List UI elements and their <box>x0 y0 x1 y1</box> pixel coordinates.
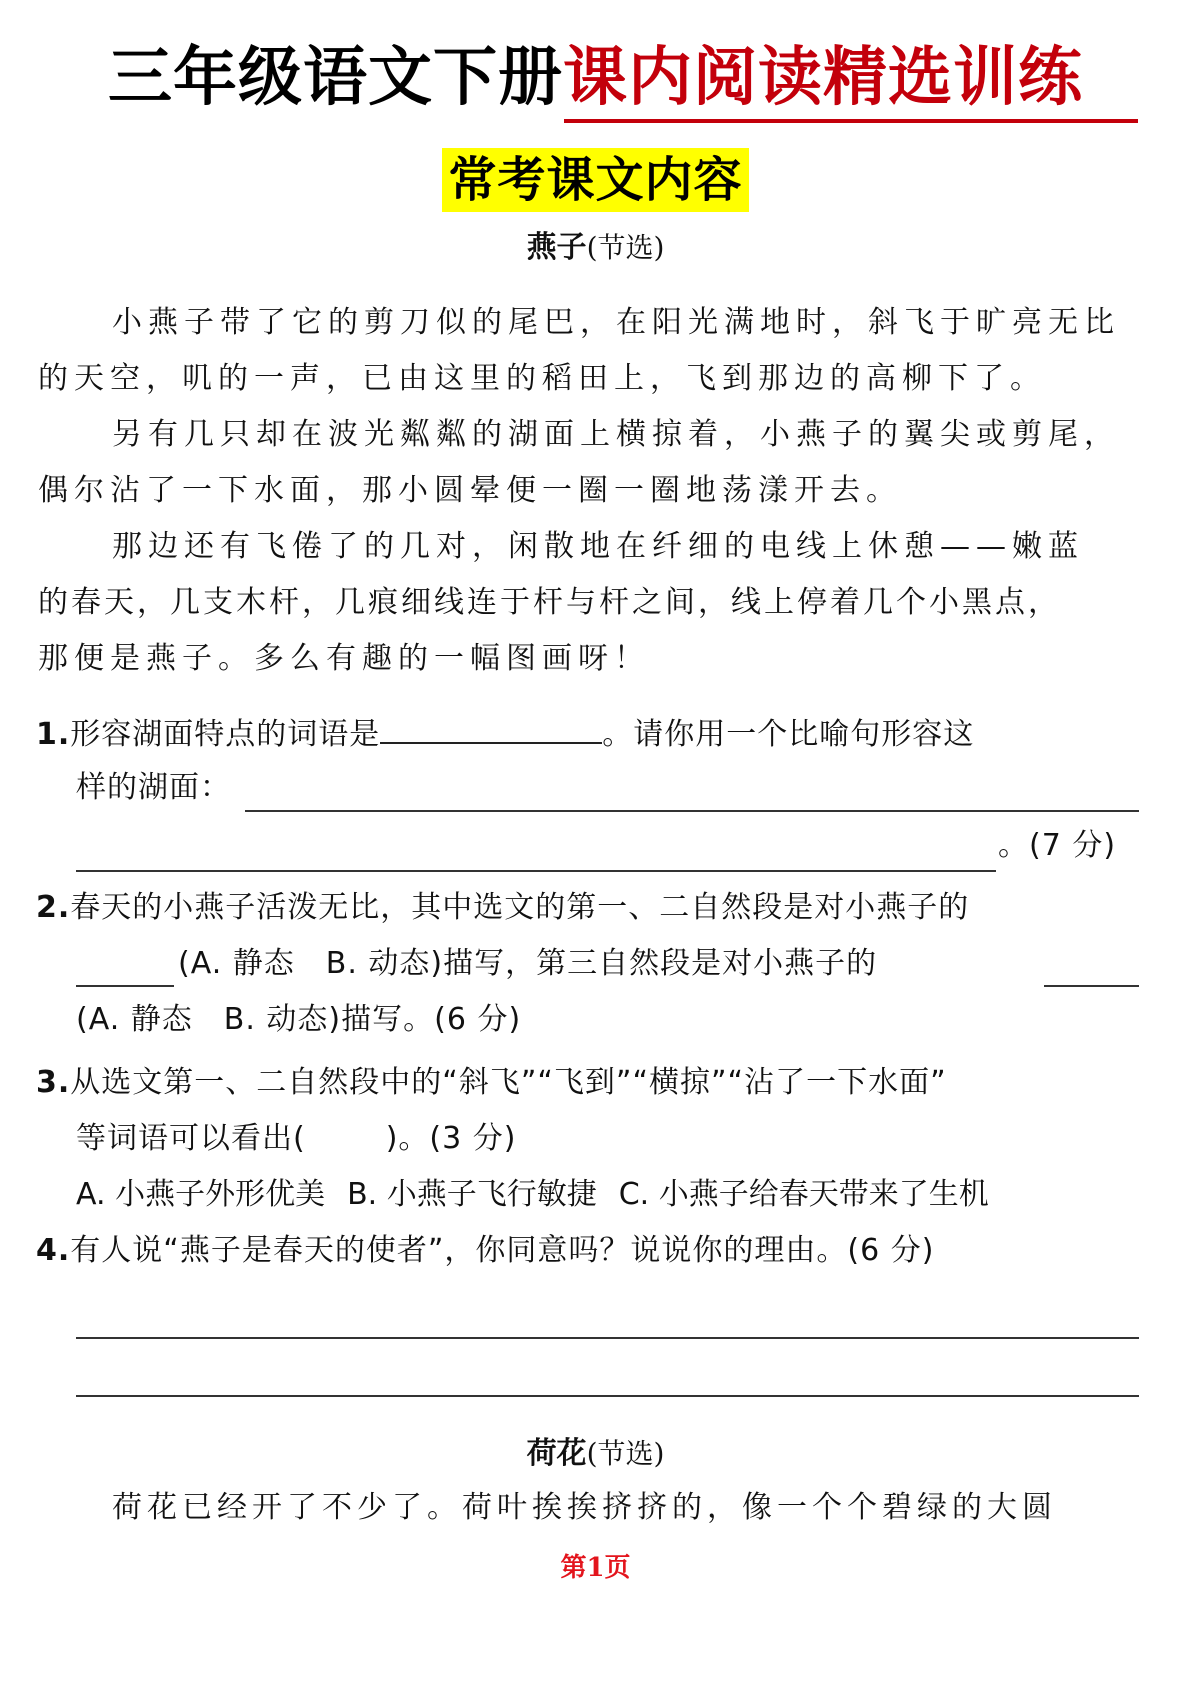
question-number: 4. <box>36 1233 71 1268</box>
question-text: 从选文第一、二自然段中的“斜飞”“飞到”“横掠”“沾了一下水面” <box>70 1065 947 1100</box>
question-number: 3. <box>36 1065 71 1100</box>
question-number: 2. <box>36 890 71 925</box>
title-underline <box>564 119 1138 123</box>
answer-blank[interactable] <box>76 985 174 987</box>
question-1-line2: 样的湖面： <box>76 770 231 805</box>
passage-line: 的天空，叽的一声，已由这里的稻田上，飞到那边的高柳下了。 <box>38 361 1046 396</box>
passage-line: 偶尔沾了一下水面，那小圆晕便一圈一圈地荡漾开去。 <box>38 473 902 508</box>
passage-title-text: 燕子 <box>526 230 587 265</box>
question-text: 。请你用一个比喻句形容这 <box>602 717 975 752</box>
question-1-score: 。(7 分) <box>998 828 1117 863</box>
question-text: 形容湖面特点的词语是 <box>70 717 381 752</box>
answer-blank[interactable] <box>1044 985 1139 987</box>
passage-title-lotus <box>0 1434 1191 1474</box>
title-grade-part: 三年级语文下册 <box>108 41 563 115</box>
passage-line: 另有几只却在波光粼粼的湖面上横掠着，小燕子的翼尖或剪尾， <box>112 417 1120 452</box>
worksheet-title <box>0 38 1191 118</box>
question-2-line3: (A. 静态 B. 动态)描写。(6 分) <box>76 1002 522 1037</box>
question-3 <box>36 1063 947 1103</box>
section-subtitle: 常考课文内容 <box>442 148 748 212</box>
question-text: 春天的小燕子活泼无比，其中选文的第一、二自然段是对小燕子的 <box>70 890 970 925</box>
answer-line[interactable] <box>76 870 996 872</box>
question-1 <box>36 712 974 755</box>
question-text: )。(3 分) <box>385 1121 517 1156</box>
title-topic-part: 课内阅读精选训练 <box>563 41 1083 115</box>
option-c[interactable]: C. 小燕子给春天带来了生机 <box>618 1177 989 1212</box>
passage-line: 荷花已经开了不少了。荷叶挨挨挤挤的，像一个个碧绿的大圆 <box>112 1490 1057 1525</box>
answer-line[interactable] <box>245 810 1139 812</box>
passage-title-note: (节选) <box>586 231 665 264</box>
option-b[interactable]: B. 小燕子飞行敏捷 <box>347 1177 597 1212</box>
passage-line: 那边还有飞倦了的几对，闲散地在纤细的电线上休憩——嫩蓝 <box>112 529 1084 564</box>
page-number: 第1页 <box>560 1553 631 1583</box>
question-3-options <box>76 1175 989 1215</box>
question-text: 等词语可以看出( <box>76 1121 306 1156</box>
answer-line[interactable] <box>76 1395 1139 1397</box>
passage-line: 那便是燕子。多么有趣的一幅图画呀！ <box>38 641 650 676</box>
question-2-line2: (A. 静态 B. 动态)描写，第三自然段是对小燕子的 <box>178 946 878 981</box>
question-number: 1. <box>36 717 71 752</box>
question-2 <box>36 888 969 928</box>
question-3-line2 <box>76 1119 516 1159</box>
passage-title-note: (节选) <box>586 1437 665 1470</box>
passage-line: 的春天，几支木杆，几痕细线连于杆与杆之间，线上停着几个小黑点， <box>38 585 1061 620</box>
passage-title-swallow <box>0 228 1191 268</box>
option-a[interactable]: A. 小燕子外形优美 <box>76 1177 326 1212</box>
answer-line[interactable] <box>76 1337 1139 1339</box>
answer-blank[interactable] <box>380 712 602 744</box>
passage-title-text: 荷花 <box>526 1436 587 1471</box>
question-text: 有人说“燕子是春天的使者”，你同意吗？说说你的理由。(6 分) <box>70 1233 935 1268</box>
question-4 <box>36 1231 934 1271</box>
passage-line: 小燕子带了它的剪刀似的尾巴，在阳光满地时，斜飞于旷亮无比 <box>112 305 1120 340</box>
